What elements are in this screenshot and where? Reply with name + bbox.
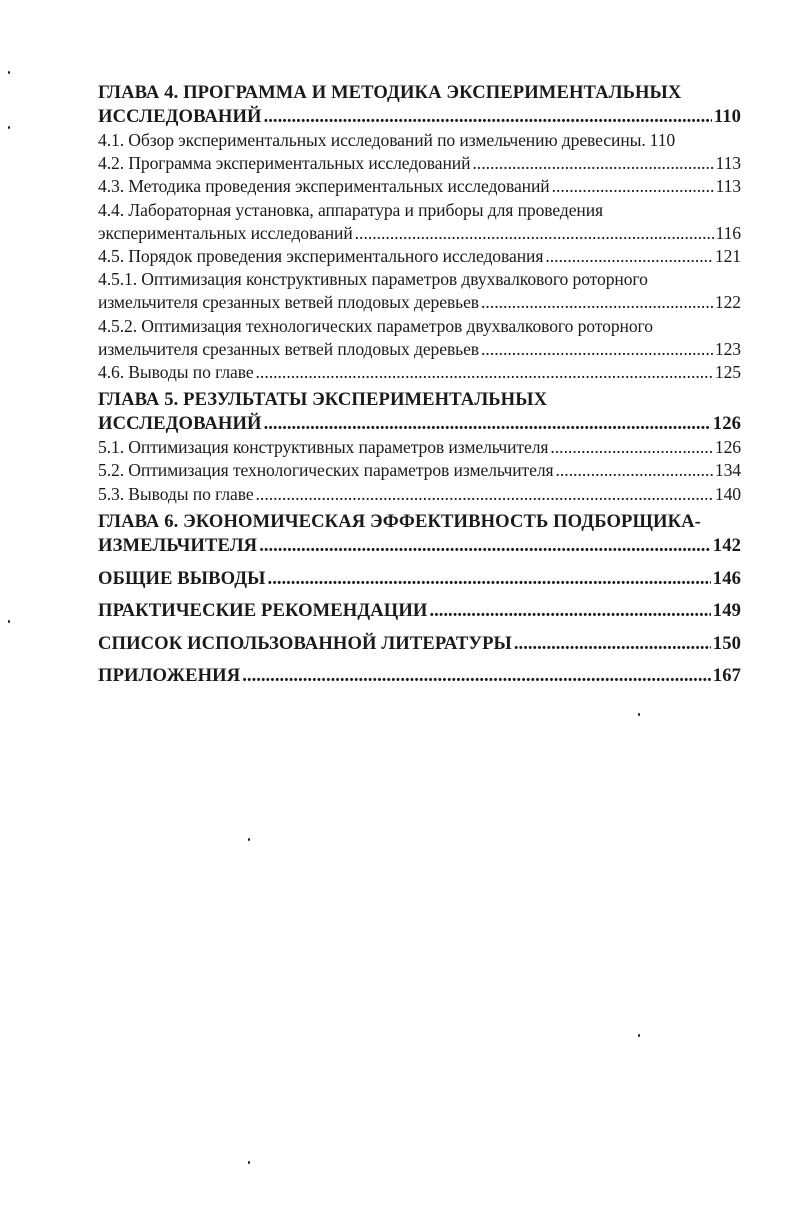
dot-leader bbox=[256, 483, 713, 506]
toc-entry-4-5[interactable] bbox=[98, 245, 741, 268]
scan-speck bbox=[8, 620, 10, 623]
entry-page: 113 bbox=[715, 176, 741, 197]
entry-page: 123 bbox=[714, 338, 741, 359]
general-conclusions-page: 146 bbox=[712, 567, 741, 589]
scan-speck bbox=[638, 1034, 640, 1037]
entry-title: экспериментальных исследований bbox=[98, 222, 353, 243]
chapter-4-title-line2: ИССЛЕДОВАНИЙ bbox=[98, 106, 262, 127]
scan-speck bbox=[8, 71, 10, 74]
chapter-4-title-line1: ГЛАВА 4. ПРОГРАММА И МЕТОДИКА ЭКСПЕРИМЕНТАЛЬНЫХ bbox=[98, 82, 682, 103]
entry-page: 121 bbox=[714, 246, 741, 267]
entry-title: 5.1. Оптимизация конструктивных параметров измельчителя bbox=[98, 437, 549, 458]
references-title: СПИСОК ИСПОЛЬЗОВАННОЙ ЛИТЕРАТУРЫ bbox=[98, 632, 512, 654]
scan-speck bbox=[638, 713, 640, 716]
chapter-5-title-line2: ИССЛЕДОВАНИЙ bbox=[98, 413, 262, 435]
chapter-6-title-line1: ГЛАВА 6. ЭКОНОМИЧЕСКАЯ ЭФФЕКТИВНОСТЬ ПОДБОРЩИКА- bbox=[98, 510, 701, 532]
toc-entry-5-3[interactable] bbox=[98, 483, 741, 506]
appendices-page: 167 bbox=[712, 664, 741, 686]
chapter-6-page: 142 bbox=[712, 534, 741, 556]
toc-entry-4-4[interactable] bbox=[98, 222, 741, 245]
entry-title: 5.3. Выводы по главе bbox=[98, 483, 254, 504]
dot-leader bbox=[242, 664, 711, 688]
dot-leader bbox=[264, 412, 711, 436]
dot-leader bbox=[481, 291, 713, 314]
toc-entry-4-5-1-line1: 4.5.1. Оптимизация конструктивных параметров двухвалкового роторного bbox=[98, 269, 648, 290]
chapter-6-entry[interactable] bbox=[98, 534, 741, 558]
appendices-title: ПРИЛОЖЕНИЯ bbox=[98, 664, 241, 686]
chapter-5-title-line1: ГЛАВА 5. РЕЗУЛЬТАТЫ ЭКСПЕРИМЕНТАЛЬНЫХ bbox=[98, 389, 548, 411]
chapter-5-page: 126 bbox=[712, 413, 741, 435]
practical-recommendations-page: 149 bbox=[712, 599, 741, 621]
entry-title: 4.1. Обзор экспериментальных исследований по измельчению древесины. bbox=[98, 130, 646, 150]
toc-entry-4-6[interactable] bbox=[98, 361, 741, 384]
toc-entry-4-2[interactable] bbox=[98, 152, 741, 175]
general-conclusions-title: ОБЩИЕ ВЫВОДЫ bbox=[98, 567, 266, 589]
entry-page: 122 bbox=[714, 292, 741, 313]
entry-page: 140 bbox=[714, 483, 741, 504]
entry-title: измельчителя срезанных ветвей плодовых деревьев bbox=[98, 292, 479, 313]
chapter-6-title-line2: ИЗМЕЛЬЧИТЕЛЯ bbox=[98, 534, 258, 556]
entry-page: 113 bbox=[715, 153, 741, 174]
entry-title: 4.3. Методика проведения экспериментальных исследований bbox=[98, 176, 550, 197]
dot-leader bbox=[514, 632, 711, 656]
dot-leader bbox=[545, 245, 713, 268]
toc-entry-5-1[interactable] bbox=[98, 436, 741, 459]
entry-title: 4.2. Программа экспериментальных исследований bbox=[98, 153, 471, 174]
toc-entry-4-5-1[interactable] bbox=[98, 291, 741, 314]
references-entry[interactable] bbox=[98, 632, 741, 656]
general-conclusions-entry[interactable] bbox=[98, 567, 741, 591]
toc-entry-4-4-line1: 4.4. Лабораторная установка, аппаратура и приборы для проведения bbox=[98, 199, 604, 220]
practical-recommendations-title: ПРАКТИЧЕСКИЕ РЕКОМЕНДАЦИИ bbox=[98, 599, 428, 621]
scan-speck bbox=[248, 838, 250, 841]
chapter-5-entry[interactable] bbox=[98, 412, 741, 436]
entry-title: 4.6. Выводы по главе bbox=[98, 362, 254, 383]
toc-entry-4-3[interactable] bbox=[98, 175, 741, 198]
dot-leader bbox=[355, 222, 714, 245]
chapter-4-entry[interactable] bbox=[98, 105, 741, 129]
toc-entry-4-1[interactable] bbox=[98, 129, 741, 152]
dot-leader bbox=[264, 105, 712, 129]
dot-leader bbox=[429, 599, 710, 623]
entry-page: 110 bbox=[649, 130, 676, 150]
entry-page: 116 bbox=[715, 222, 741, 243]
dot-leader bbox=[556, 459, 713, 482]
toc-entry-4-5-2-line1: 4.5.2. Оптимизация технологических параметров двухвалкового роторного bbox=[98, 315, 653, 336]
toc-entry-4-5-2[interactable] bbox=[98, 338, 741, 361]
toc-entry-5-2[interactable] bbox=[98, 459, 741, 482]
entry-title: 4.5. Порядок проведения экспериментального исследования bbox=[98, 246, 544, 267]
table-of-contents bbox=[98, 81, 741, 688]
appendices-entry[interactable] bbox=[98, 664, 741, 688]
dot-leader bbox=[552, 175, 714, 198]
dot-leader bbox=[481, 338, 713, 361]
entry-page: 126 bbox=[714, 437, 741, 458]
entry-page: 134 bbox=[714, 460, 741, 481]
entry-title: 5.2. Оптимизация технологических параметров измельчителя bbox=[98, 460, 554, 481]
entry-page: 125 bbox=[714, 362, 741, 383]
dot-leader bbox=[472, 152, 713, 175]
dot-leader bbox=[550, 436, 713, 459]
scan-speck bbox=[8, 126, 10, 129]
scan-speck bbox=[248, 1161, 250, 1164]
dot-leader bbox=[268, 567, 711, 591]
practical-recommendations-entry[interactable] bbox=[98, 599, 741, 623]
entry-title: измельчителя срезанных ветвей плодовых деревьев bbox=[98, 338, 479, 359]
chapter-4-page: 110 bbox=[713, 106, 741, 127]
dot-leader bbox=[256, 361, 713, 384]
dot-leader bbox=[259, 534, 711, 558]
references-page: 150 bbox=[712, 632, 741, 654]
